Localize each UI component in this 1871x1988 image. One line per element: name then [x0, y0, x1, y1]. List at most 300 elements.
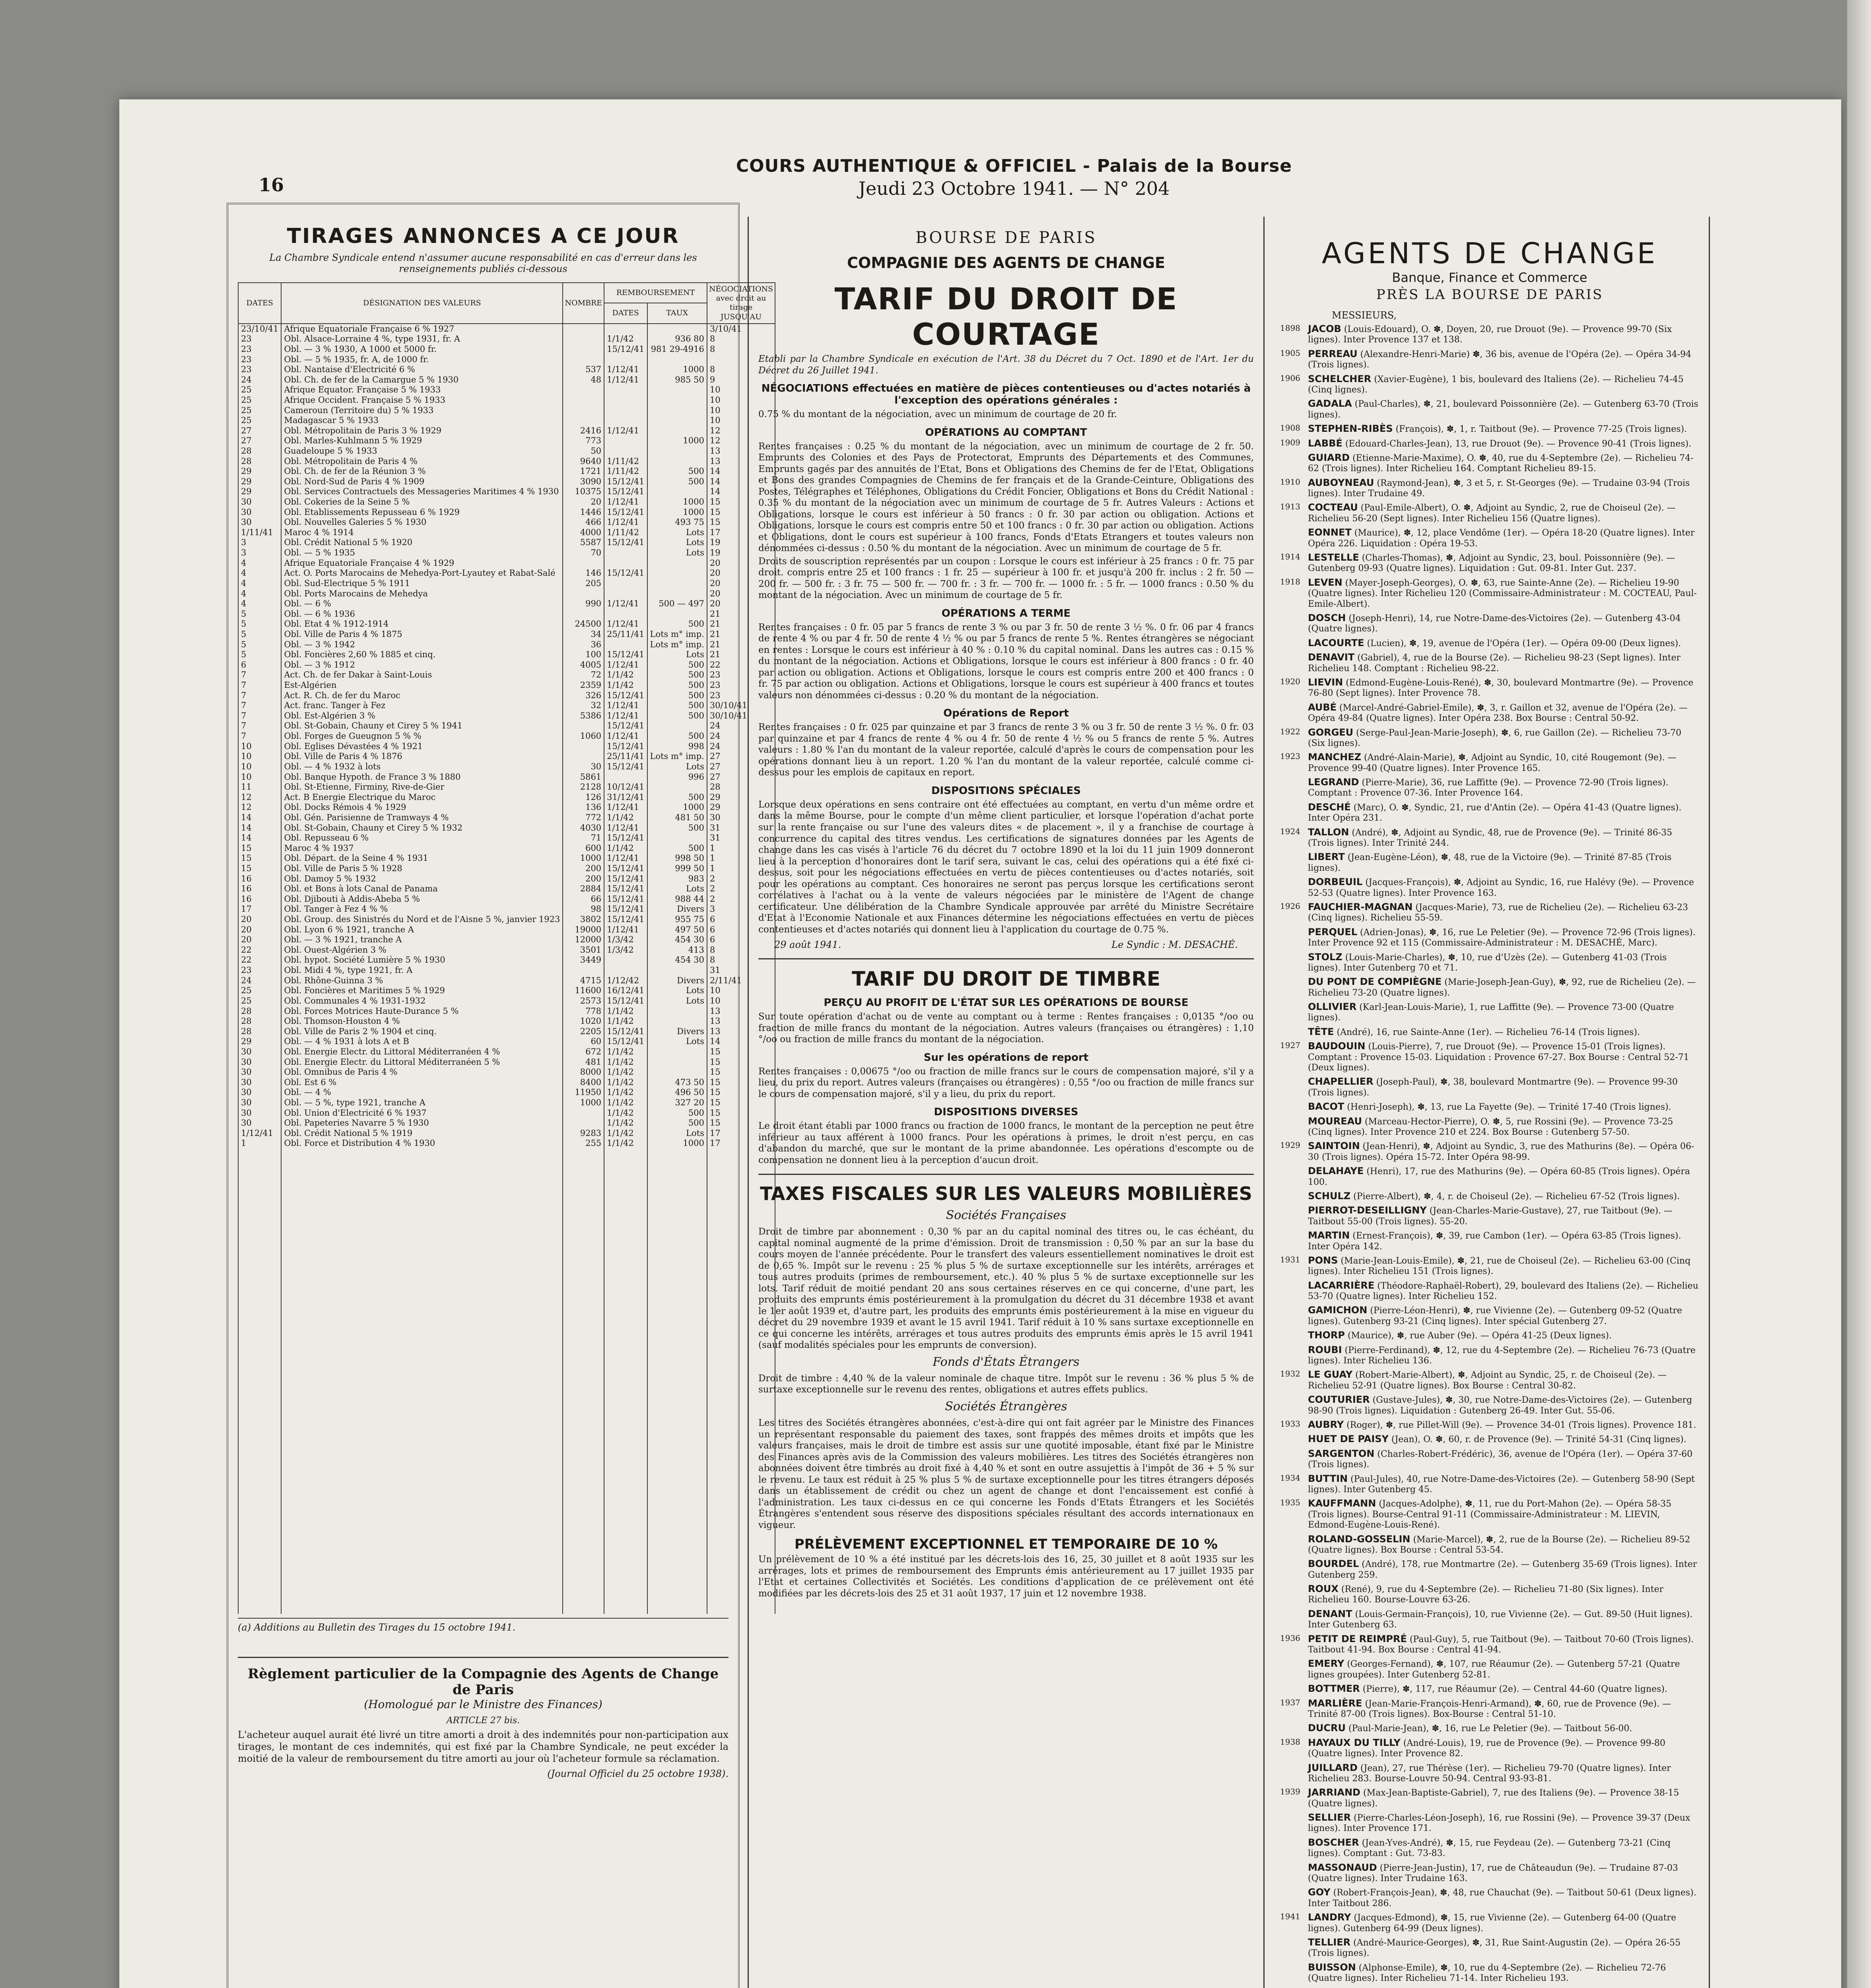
table-row: [238, 334, 775, 344]
agent-year: [1280, 1433, 1308, 1445]
cell-remb-date: [604, 955, 647, 965]
agent-year: 1909: [1280, 437, 1300, 447]
cell-nego: 30/10/41: [707, 711, 775, 721]
cell-taux: 988 44: [647, 894, 707, 905]
cell-date: 1/12/41: [238, 1128, 281, 1139]
table-row: [238, 660, 775, 670]
agent-entry: [1308, 1722, 1699, 1734]
cell-nego: 15: [707, 497, 775, 507]
list-item: [1280, 1683, 1699, 1695]
cell-nombre: 126: [563, 792, 604, 803]
cell-des: Act. O. Ports Marocains de Mehedya-Port-Lyautey et Rabat-Salé: [281, 568, 563, 579]
list-item: [1280, 452, 1699, 474]
cell-date: 30: [238, 1067, 281, 1077]
cell-nombre: 3802: [563, 914, 604, 925]
cell-nombre: 34: [563, 629, 604, 640]
cell-nego: 15: [707, 507, 775, 518]
agent-name: TELLIER: [1308, 1937, 1351, 1948]
agent-year: [1280, 802, 1308, 824]
cell-nombre: 990: [563, 599, 604, 609]
cell-remb-date: 15/12/41: [604, 833, 647, 843]
cell-des: Act. Ch. de fer Dakar à Saint-Louis: [281, 670, 563, 680]
col-negociations: NÉGOCIATIONS avec droit au tirage JUSQU'AU: [707, 283, 775, 324]
table-row: [238, 691, 775, 701]
cell-remb-date: [604, 355, 647, 365]
list-item: [1280, 1001, 1699, 1023]
cell-date: 30: [238, 1057, 281, 1068]
cell-des: Obl. Foncières et Maritimes 5 % 1929: [281, 986, 563, 996]
agent-detail: (Jean-Eugène-Léon), ✽, 48, rue de la Victoire (9e). — Trinité 87-85 (Trois lignes).: [1308, 852, 1672, 873]
cell-des: Obl. — 3 % 1912: [281, 660, 563, 670]
agent-detail: (Pierre), ✽, 117, rue Réaumur (2e). — Central 44-60 (Quatre lignes).: [1362, 1684, 1667, 1695]
agent-name: LACOURTE: [1308, 637, 1364, 648]
cell-taux: [647, 1067, 707, 1077]
cell-des: Madagascar 5 % 1933: [281, 415, 563, 426]
agent-entry: [1308, 1369, 1699, 1391]
list-item: [1280, 1837, 1699, 1859]
section-divider: [758, 958, 1254, 959]
agent-detail: (Jacques-Adolphe), ✽, 11, rue du Port-Mahon (2e). — Opéra 58-35 (Trois lignes). Bourse-Central 91-11 (Commissaire-Administrateur : M. LIEVIN, Edmond-Eugène-Louis-René).: [1308, 1499, 1672, 1530]
table-row: [238, 1057, 775, 1068]
cell-nego: 15: [707, 1067, 775, 1077]
cell-des: Guadeloupe 5 % 1933: [281, 446, 563, 456]
agent-entry: [1308, 777, 1699, 799]
agent-name: MANCHEZ: [1308, 751, 1362, 763]
agent-name: AUBOYNEAU: [1308, 477, 1374, 488]
cell-date: 10: [238, 762, 281, 772]
agent-name: TALLON: [1308, 826, 1349, 838]
cell-taux: 493 75: [647, 517, 707, 528]
cell-nego: 27: [707, 772, 775, 782]
messieurs-label: MESSIEURS,: [1332, 310, 1397, 321]
list-item: [1280, 398, 1699, 420]
cell-nego: 17: [707, 528, 775, 538]
prelevement-title: PRÉLÈVEMENT EXCEPTIONNEL ET TEMPORAIRE DE 10 %: [794, 1536, 1218, 1553]
table-row: [238, 935, 775, 945]
agents-list: [1280, 323, 1699, 1984]
cell-date: 25: [238, 415, 281, 426]
cell-des: Afrique Equatoriale Française 6 % 1927: [281, 324, 563, 334]
cell-taux: 481 50: [647, 813, 707, 823]
agent-name: PERREAU: [1308, 348, 1358, 359]
list-item: [1280, 1369, 1699, 1391]
cell-nego: 19: [707, 548, 775, 558]
agent-name: LESTELLE: [1308, 552, 1359, 563]
agent-name: CHAPELLIER: [1308, 1076, 1374, 1087]
cell-nego: 8: [707, 344, 775, 355]
agent-entry: [1308, 1498, 1699, 1530]
cell-des: Obl. Damoy 5 % 1932: [281, 874, 563, 884]
list-item: [1280, 677, 1699, 699]
agent-entry: [1308, 1608, 1699, 1631]
signature-date: 29 août 1941.: [774, 939, 841, 951]
agent-name: JARRIAND: [1308, 1787, 1360, 1798]
agent-entry: [1308, 1633, 1699, 1656]
cell-remb-date: 1/1/42: [604, 670, 647, 680]
agent-year: 1938: [1280, 1737, 1300, 1747]
cell-nego: 10: [707, 986, 775, 996]
agent-entry: [1308, 1041, 1699, 1073]
cell-date: 28: [238, 1016, 281, 1027]
agent-detail: (Maurice), ✽, rue Auber (9e). — Opéra 41-25 (Deux lignes).: [1347, 1331, 1612, 1341]
agent-name: LE GUAY: [1308, 1369, 1353, 1380]
cell-des: Obl. Ouest-Algérien 3 %: [281, 945, 563, 955]
table-row: [238, 986, 775, 996]
cell-taux: Lots m° imp.: [647, 640, 707, 650]
cell-date: 20: [238, 925, 281, 935]
agent-year: [1280, 1116, 1308, 1138]
agent-entry: [1308, 323, 1699, 346]
cell-taux: [647, 965, 707, 976]
cell-taux: Lots: [647, 538, 707, 548]
table-row: [238, 751, 775, 762]
cell-des: Obl. — 6 % 1936: [281, 609, 563, 619]
list-item: [1280, 1280, 1699, 1302]
timbre-title: TARIF DU DROIT DE TIMBRE: [851, 967, 1161, 991]
negociations-heading: NÉGOCIATIONS effectuées en matière de pièces contentieuses ou d'actes notariés à l'exception des opérations générales :: [761, 382, 1251, 407]
cell-nego: 1: [707, 864, 775, 874]
cell-date: 30: [238, 1087, 281, 1098]
cell-nombre: 326: [563, 691, 604, 701]
agent-entry: [1308, 1937, 1699, 1959]
cell-date: 7: [238, 701, 281, 711]
cell-taux: [647, 385, 707, 395]
cell-nombre: 1721: [563, 466, 604, 477]
table-row: [238, 466, 775, 477]
cell-remb-date: [604, 324, 647, 334]
cell-nego: 2/11/41: [707, 976, 775, 986]
cell-date: 30: [238, 1118, 281, 1128]
cell-remb-date: 15/12/41: [604, 996, 647, 1006]
cell-remb-date: 1/1/42: [604, 843, 647, 854]
agent-entry: [1308, 1205, 1699, 1227]
table-row: [238, 1027, 775, 1037]
cell-taux: [647, 1057, 707, 1068]
cell-nombre: 2573: [563, 996, 604, 1006]
agent-entry: [1308, 1419, 1699, 1431]
agent-detail: (Marc), O. ✽, Syndic, 21, rue d'Antin (2e). — Opéra 41-43 (Quatre lignes). Inter Opéra 231.: [1308, 802, 1682, 823]
cell-remb-date: 15/12/41: [604, 762, 647, 772]
cell-remb-date: 15/12/41: [604, 864, 647, 874]
list-item: [1280, 1912, 1699, 1934]
cell-des: Obl. Etablissements Repusseau 6 % 1929: [281, 507, 563, 518]
table-row: [238, 802, 775, 813]
agent-entry: [1308, 1101, 1699, 1112]
cell-des: Obl. Sud-Electrique 5 % 1911: [281, 579, 563, 589]
cell-remb-date: 1/12/41: [604, 802, 647, 813]
agent-name: BOTTMER: [1308, 1683, 1360, 1695]
agent-year: 1924: [1280, 826, 1300, 836]
cell-taux: Lots m° imp.: [647, 751, 707, 762]
cell-nombre: 11950: [563, 1087, 604, 1098]
tirages-body: [238, 324, 775, 1614]
agent-entry: [1308, 373, 1699, 396]
cell-remb-date: [604, 415, 647, 426]
cell-remb-date: [604, 609, 647, 619]
agent-detail: (Henri-Joseph), ✽, 13, rue La Fayette (9e). — Trinité 17-40 (Trois lignes).: [1347, 1102, 1671, 1112]
agent-detail: (Jean), O. ✽, 60, r. de Provence (9e). — Trinité 54-31 (Cinq lignes).: [1391, 1435, 1686, 1445]
table-row: [238, 640, 775, 650]
cell-taux: 500: [647, 1118, 707, 1128]
cell-nego: 23: [707, 691, 775, 701]
list-item: [1280, 802, 1699, 824]
agent-detail: (Roger), ✽, rue Pillet-Will (9e). — Provence 34-01 (Trois lignes). Provence 181.: [1346, 1420, 1696, 1430]
cell-taux: 500: [647, 660, 707, 670]
cell-des: Obl. Force et Distribution 4 % 1930: [281, 1138, 563, 1149]
agent-year: 1910: [1280, 477, 1300, 487]
list-item: [1280, 1583, 1699, 1606]
agent-detail: (Xavier-Eugène), 1 bis, boulevard des Italiens (2e). — Richelieu 74-45 (Cinq lignes).: [1308, 374, 1684, 395]
tirages-title: TIRAGES ANNONCES A CE JOUR: [287, 224, 680, 248]
cell-nombre: 1020: [563, 1016, 604, 1027]
cell-des: Obl. Alsace-Lorraine 4 %, type 1931, fr. A: [281, 334, 563, 344]
agent-detail: (Alexandre-Henri-Marie) ✽, 36 bis, avenue de l'Opéra (2e). — Opéra 34-94 (Trois lignes).: [1308, 349, 1692, 370]
cell-taux: 1000: [647, 365, 707, 375]
cell-nombre: 19000: [563, 925, 604, 935]
agent-entry: [1308, 438, 1699, 449]
agent-entry: [1308, 637, 1699, 649]
cell-nego: 31: [707, 823, 775, 833]
agent-detail: (Charles-Robert-Frédéric), 36, avenue de l'Opéra (1er). — Opéra 37-60 (Trois lignes).: [1308, 1449, 1693, 1470]
cell-nego: 13: [707, 1027, 775, 1037]
agent-detail: (Gustave-Jules), ✽, 30, rue Notre-Dame-des-Victoires (2e). — Gutenberg 98-90 (Trois lignes). Liquidation : Gutenberg 26-49. Inter Gut. 55-06.: [1308, 1395, 1692, 1416]
agent-entry: [1308, 1344, 1699, 1367]
cell-remb-date: 15/12/41: [604, 568, 647, 579]
cell-date: 24: [238, 976, 281, 986]
cell-date: 28: [238, 446, 281, 456]
cell-taux: [647, 558, 707, 569]
table-row: [238, 1077, 775, 1088]
table-row: [238, 833, 775, 843]
agent-entry: [1308, 552, 1699, 574]
cell-remb-date: 15/12/41: [604, 691, 647, 701]
agent-detail: (Jean-Henri), ✽, Adjoint au Syndic, 3, rue des Mathurins (8e). — Opéra 06-30 (Trois lignes). Opéra 15-72. Inter Opéra 98-99.: [1308, 1142, 1694, 1162]
cell-remb-date: 1/12/41: [604, 660, 647, 670]
cell-date: 12: [238, 802, 281, 813]
agent-detail: (Jacques-Marie), 73, rue de Richelieu (2e). — Richelieu 63-23 (Cinq lignes). Richelieu 55-59.: [1308, 902, 1688, 923]
agent-name: KAUFFMANN: [1308, 1498, 1376, 1509]
cell-taux: 454 30: [647, 935, 707, 945]
agent-detail: (Jean-Yves-André), ✽, 15, rue Feydeau (2e). — Gutenberg 73-21 (Cinq lignes). Comptant : Gut. 73-83.: [1308, 1838, 1671, 1859]
agent-detail: (Robert-Marie-Albert), ✽, Adjoint au Syndic, 25, r. de Choiseul (2e). — Richelieu 52-91 (Quatre lignes). Box Bourse : Central 30-82.: [1308, 1370, 1667, 1391]
agent-detail: (Joseph-Henri), 14, rue Notre-Dame-des-Victoires (2e). — Gutenberg 43-04 (Quatre lignes).: [1308, 613, 1681, 634]
cell-remb-date: [604, 640, 647, 650]
cell-taux: Lots: [647, 1128, 707, 1139]
agent-entry: [1308, 702, 1699, 724]
cell-date: 20: [238, 914, 281, 925]
table-row: [238, 1067, 775, 1077]
agent-name: EMERY: [1308, 1658, 1344, 1670]
table-row: [238, 762, 775, 772]
cell-des: Obl. Ville de Paris 4 % 1876: [281, 751, 563, 762]
agent-detail: (Lucien), ✽, 19, avenue de l'Opéra (1er). — Opéra 09-00 (Deux lignes).: [1367, 638, 1681, 648]
cell-remb-date: 1/12/41: [604, 853, 647, 864]
agent-detail: (Pierre-Charles-Léon-Joseph), 16, rue Rossini (9e). — Provence 39-37 (Deux lignes). Inter Provence 171.: [1308, 1813, 1690, 1834]
cell-nego: 8: [707, 334, 775, 344]
agent-year: [1280, 1305, 1308, 1327]
table-row: [238, 996, 775, 1006]
cell-date: 7: [238, 680, 281, 691]
cell-date: 22: [238, 955, 281, 965]
agent-detail: (Pierre-Jean-Justin), 17, rue de Châteaudun (9e). — Trudaine 87-03 (Quatre lignes). Inter Trudaine 163.: [1308, 1863, 1678, 1884]
cell-remb-date: 16/12/41: [604, 986, 647, 996]
agent-detail: (Karl-Jean-Louis-Marie), 1, rue Laffitte (9e). — Provence 73-00 (Quatre lignes).: [1308, 1002, 1674, 1023]
agent-detail: (Paul-Guy), 5, rue Taitbout (9e). — Taitbout 70-60 (Trois lignes). Taitbout 41-94. Box Bourse : Central 41-94.: [1308, 1634, 1694, 1655]
agent-entry: [1308, 452, 1699, 474]
agent-detail: (Pierre-Marie), 36, rue Laffitte (9e). — Provence 72-90 (Trois lignes). Comptant : Provence 07-36. Inter Provence 164.: [1308, 778, 1669, 798]
agent-name: PETIT DE REIMPRÉ: [1308, 1633, 1407, 1644]
agent-entry: [1308, 1812, 1699, 1834]
cell-des: Maroc 4 % 1914: [281, 528, 563, 538]
cell-nombre: 72: [563, 670, 604, 680]
agent-entry: [1308, 926, 1699, 949]
list-item: [1280, 1737, 1699, 1759]
agent-detail: (Maurice), ✽, 12, place Vendôme (1er). — Opéra 18-20 (Quatre lignes). Inter Opéra 226. Liquidation : Opéra 19-53.: [1308, 528, 1695, 549]
cell-taux: [647, 446, 707, 456]
table-row: [238, 1037, 775, 1047]
negociations-text: 0.75 % du montant de la négociation, avec un minimum de courtage de 20 fr.: [758, 409, 1117, 420]
taxes-title: TAXES FISCALES SUR LES VALEURS MOBILIÈRES: [760, 1183, 1252, 1205]
agent-name: ROLAND-GOSSELIN: [1308, 1533, 1411, 1545]
agent-entry: [1308, 423, 1699, 435]
agent-year: 1913: [1280, 502, 1300, 512]
agent-detail: (Jean-Charles-Marie-Gustave), 27, rue Taitbout (9e). — Taitbout 55-00 (Trois lignes). 55-20.: [1308, 1206, 1673, 1227]
cell-remb-date: 1/12/41: [604, 731, 647, 742]
agent-name: SCHULZ: [1308, 1190, 1351, 1202]
col-nombre: NOMBRE: [563, 283, 604, 324]
cell-nego: 12: [707, 436, 775, 446]
agent-year: [1280, 1330, 1308, 1341]
cell-nego: 15: [707, 1118, 775, 1128]
agent-entry: [1308, 727, 1699, 749]
cell-date: 23: [238, 365, 281, 375]
agent-detail: (Louis-Pierre), 7, rue Drouot (9e). — Provence 15-01 (Trois lignes). Comptant : Provence 15-03. Liquidation : Provence 67-27. Box Bourse : Central 52-71 (Deux lignes).: [1308, 1042, 1689, 1073]
cell-nombre: 30: [563, 762, 604, 772]
cell-taux: 454 30: [647, 955, 707, 965]
cell-nombre: 60: [563, 1037, 604, 1047]
cell-des: Obl. Ville de Paris 5 % 1928: [281, 864, 563, 874]
agent-detail: (Louis-Germain-François), 10, rue Vivienne (2e). — Gut. 89-50 (Huit lignes). Inter Gutenberg 63.: [1308, 1609, 1693, 1630]
cell-nombre: 36: [563, 640, 604, 650]
table-row: [238, 782, 775, 792]
table-row: [238, 843, 775, 854]
table-row: [238, 965, 775, 976]
cell-date: 10: [238, 742, 281, 752]
cell-taux: 500: [647, 711, 707, 721]
agent-entry: [1308, 1658, 1699, 1680]
dispositions-text: Lorsque deux opérations en sens contraire ont été effectuées au comptant, en vertu d'un même ordre et dans la même Bourse, pour le compte d'un même client particulier, et lorsque l'opération d'achat porte sur la rente française ou sur l'une des valeurs dites « de placement », il y a franchise de courtage à concurrence du capital des titres vendus. Les certifications de signatures données par les Agents de change dans les cas visés à l'article 76 du décret du 7 octobre 1890 et la loi du 11 juin 1909 donneront lieu à la perception d'honoraires dont le tarif sera, suivant le cas, celui des opérations qui a été fixé ci-dessus, soit pour les négociations effectuées en vertu de pièces contentieuses ou d'actes notariés, soit pour les opérations au comptant. Ces honoraires ne seront pas perçus lorsque les certifications seront corrélatives à l'achat ou à la vente de valeurs négociées par le ministère de l'Agent de change certificateur. Une délibération de la Chambre Syndicale approuvée par arrêté du Ministre Secrétaire d'Etat à l'Economie Nationale et aux Finances détermine les négociations effectuées en vertu de pièces contentieuses et d'actes notariés qui donnent lieu à l'application du courtage de 0.75 %.: [758, 799, 1254, 935]
list-item: [1280, 477, 1699, 499]
table-row: [238, 864, 775, 874]
list-item: [1280, 1937, 1699, 1959]
tarif-column: [748, 217, 1265, 1988]
agent-year: [1280, 452, 1308, 474]
terme-text: Rentes françaises : 0 fr. 05 par 5 francs de rente 3 % ou par 3 fr. 50 de rente 3 ½ %. 0 fr. 06 par 4 francs de rente 4 % ou par 4 fr. 50 de rente 4 ½ % ou par 5 francs de rente 5 %. Rentes étrangères se négociant en rentes : Lorsque le cours est inférieur à 40 % : 0.10 % du capital nominal. Dans les autres cas : 0.15 % du montant de la négociation. Actions et Obligations, lorsque le cours est inférieur à 800 francs : 0 fr. 40 par action ou obligation. Actions et Obligations, lorsque le cours est compris entre 200 et 400 francs : 0 fr. 75 par action ou obligation. Actions et Obligations, lorsque le cours est supérieur à 400 francs et toutes valeurs non dénommées ci-dessus : 0.20 % du montant de la négociation.: [758, 622, 1254, 701]
cell-taux: Lots: [647, 986, 707, 996]
agent-detail: (André-Maurice-Georges), ✽, 31, Rue Saint-Augustin (2e). — Opéra 26-55 (Trois lignes).: [1308, 1938, 1681, 1959]
agent-year: [1280, 951, 1308, 974]
cell-date: 20: [238, 935, 281, 945]
cell-remb-date: 1/12/41: [604, 619, 647, 629]
agent-entry: [1308, 1683, 1699, 1695]
cell-nombre: 772: [563, 813, 604, 823]
table-row: [238, 344, 775, 355]
table-row: [238, 528, 775, 538]
cell-remb-date: 1/12/42: [604, 976, 647, 986]
cell-nego: 21: [707, 650, 775, 660]
table-row: [238, 497, 775, 507]
timbre-report-text: Rentes françaises : 0,00675 °/oo ou fraction de mille francs sur le cours de compensation majoré, s'il y a lieu, du prix du report. Autres valeurs (françaises ou étrangères) : 0,55 °/oo ou fraction de mille francs sur le cours de compensation majoré, s'il y a lieu, du prix du report.: [758, 1066, 1254, 1099]
list-item: [1280, 373, 1699, 396]
cell-nombre: 2416: [563, 426, 604, 436]
cell-taux: [647, 579, 707, 589]
cell-nego: 23: [707, 680, 775, 691]
cell-remb-date: 1/3/42: [604, 945, 647, 955]
cell-remb-date: 25/11/41: [604, 751, 647, 762]
table-row: [238, 1016, 775, 1027]
cell-taux: 1000: [647, 497, 707, 507]
list-item: [1280, 1722, 1699, 1734]
cell-taux: 500: [647, 843, 707, 854]
cell-date: 4: [238, 589, 281, 599]
terme-heading: OPÉRATIONS A TERME: [941, 607, 1071, 619]
agent-detail: (Paul-Charles), ✽, 21, boulevard Poissonnière (2e). — Gutenberg 63-70 (Trois lignes).: [1308, 399, 1698, 420]
list-item: [1280, 1762, 1699, 1784]
table-row: [238, 436, 775, 446]
cell-taux: [647, 721, 707, 731]
cell-date: 28: [238, 1027, 281, 1037]
agent-name: STOLZ: [1308, 951, 1343, 963]
cell-des: Obl. — 3 % 1921, tranche A: [281, 935, 563, 945]
table-row: [238, 701, 775, 711]
agent-detail: (Georges-Fernand), ✽, 107, rue Réaumur (2e). — Gutenberg 57-21 (Quatre lignes groupées). Inter Gutenberg 52-81.: [1308, 1659, 1680, 1680]
cell-des: Act. R. Ch. de fer du Maroc: [281, 691, 563, 701]
signature-syndic: Le Syndic : M. DESACHÉ.: [1111, 939, 1238, 951]
agent-year: [1280, 1076, 1308, 1098]
cell-taux: [647, 395, 707, 406]
agent-year: [1280, 1534, 1308, 1556]
cell-taux: 981 29-4916: [647, 344, 707, 355]
cell-nego: 28: [707, 782, 775, 792]
cell-nombre: 3449: [563, 955, 604, 965]
table-row: [238, 517, 775, 528]
cell-nego: 8: [707, 945, 775, 955]
societes-fr-heading: Sociétés Françaises: [946, 1208, 1067, 1223]
cell-taux: 500: [647, 701, 707, 711]
agent-detail: (Pierre-Ferdinand), ✽, 12, rue du 4-Septembre (2e). — Richelieu 76-73 (Quatre lignes). Inter Richelieu 136.: [1308, 1345, 1696, 1366]
agent-year: [1280, 1887, 1308, 1909]
agent-year: [1280, 1937, 1308, 1959]
list-item: [1280, 1633, 1699, 1656]
cell-nombre: [563, 751, 604, 762]
table-row: [238, 650, 775, 660]
list-item: [1280, 502, 1699, 524]
agent-detail: (André), ✽, Adjoint au Syndic, 48, rue de Provence (9e). — Trinité 86-35 (Trois lignes). Inter Trinité 244.: [1308, 827, 1673, 848]
cell-nego: 10: [707, 406, 775, 416]
cell-nombre: [563, 385, 604, 395]
agent-detail: (Marie-Joseph-Jean-Guy), ✽, 92, rue de Richelieu (2e). — Richelieu 73-20 (Quatre lignes).: [1308, 977, 1696, 998]
cell-nombre: 3501: [563, 945, 604, 955]
cell-date: 7: [238, 670, 281, 680]
table-filler-row: [238, 1149, 775, 1614]
agent-name: MARLIÈRE: [1308, 1697, 1362, 1709]
cell-date: 7: [238, 731, 281, 742]
agent-year: [1280, 1101, 1308, 1112]
agent-detail: (Henri), 17, rue des Mathurins (9e). — Opéra 60-85 (Trois lignes). Opéra 100.: [1308, 1167, 1690, 1187]
cell-taux: [647, 406, 707, 416]
cell-nego: 15: [707, 517, 775, 528]
cell-remb-date: 15/12/41: [604, 904, 647, 914]
